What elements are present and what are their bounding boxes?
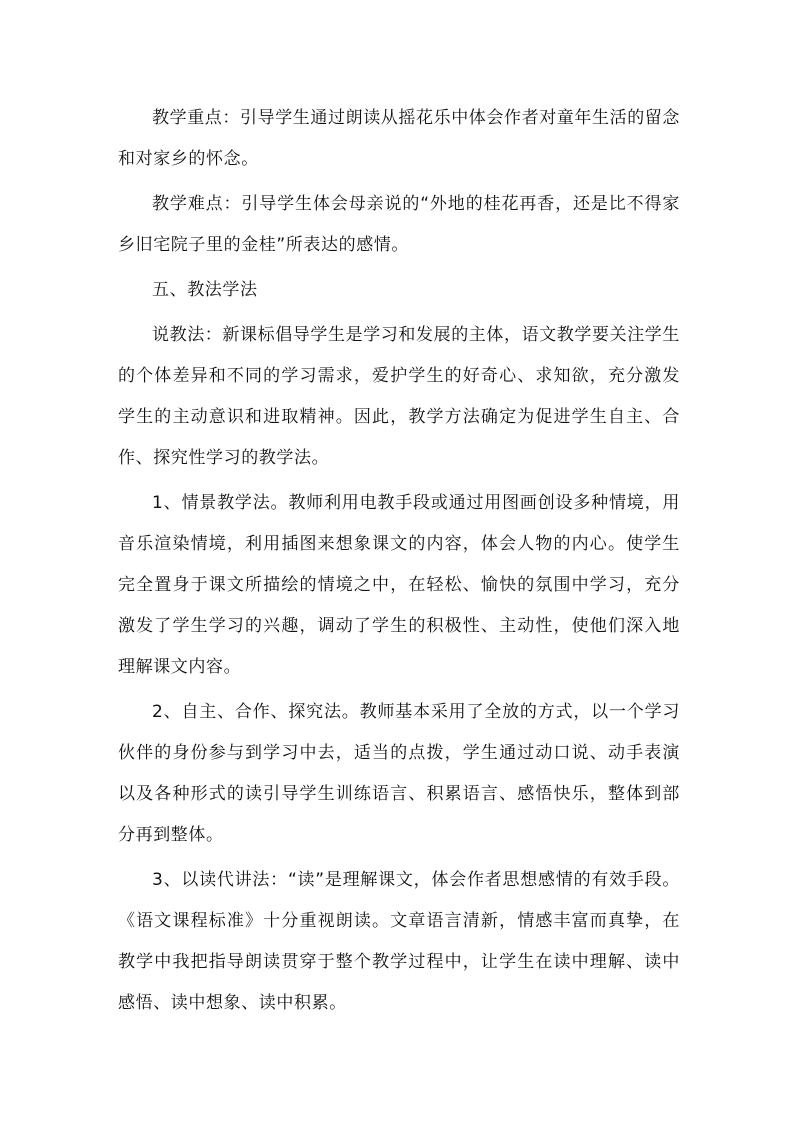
document-body <box>118 98 680 1024</box>
paragraph-method-3: 3、以读代讲法：“读”是理解课文，体会作者思想感情的有效手段。《语文课程标准》十分重视朗读。文章语言清新，情感丰富而真挚，在教学中我把指导朗读贯穿于整个教学过程中，让学生在读中理解、读中感悟、读中想象、读中积累。 <box>118 870 680 1013</box>
paragraph-teaching-focus: 教学重点：引导学生通过朗读从摇花乐中体会作者对童年生活的留念和对家乡的怀念。 <box>118 108 680 169</box>
paragraph-method-2: 2、自主、合作、探究法。教师基本采用了全放的方式，以一个学习伙伴的身份参与到学习中去，适当的点拨，学生通过动口说、动手表演以及各种形式的读引导学生训练语言、积累语言、感悟快乐，整体到部分再到整体。 <box>118 702 680 845</box>
paragraph-method-1: 1、情景教学法。教师利用电教手段或通过用图画创设多种情境，用音乐渲染情境，利用插图来想象课文的内容，体会人物的内心。使学生完全置身于课文所描绘的情境之中，在轻松、愉快的氛围中学习，充分激发了学生学习的兴趣，调动了学生的积极性、主动性，使他们深入地理解课文内容。 <box>118 493 680 677</box>
paragraph-teaching-difficulty: 教学难点：引导学生体会母亲说的“外地的桂花再香，还是比不得家乡旧宅院子里的金桂”所表达的感情。 <box>118 194 680 255</box>
section-heading-methods: 五、教法学法 <box>152 280 258 300</box>
paragraph-teaching-method: 说教法：新课标倡导学生是学习和发展的主体，语文教学要关注学生的个体差异和不同的学习需求，爱护学生的好奇心、求知欲，充分激发学生的主动意识和进取精神。因此，教学方法确定为促进学生自主、合作、探究性学习的教学法。 <box>118 325 680 468</box>
